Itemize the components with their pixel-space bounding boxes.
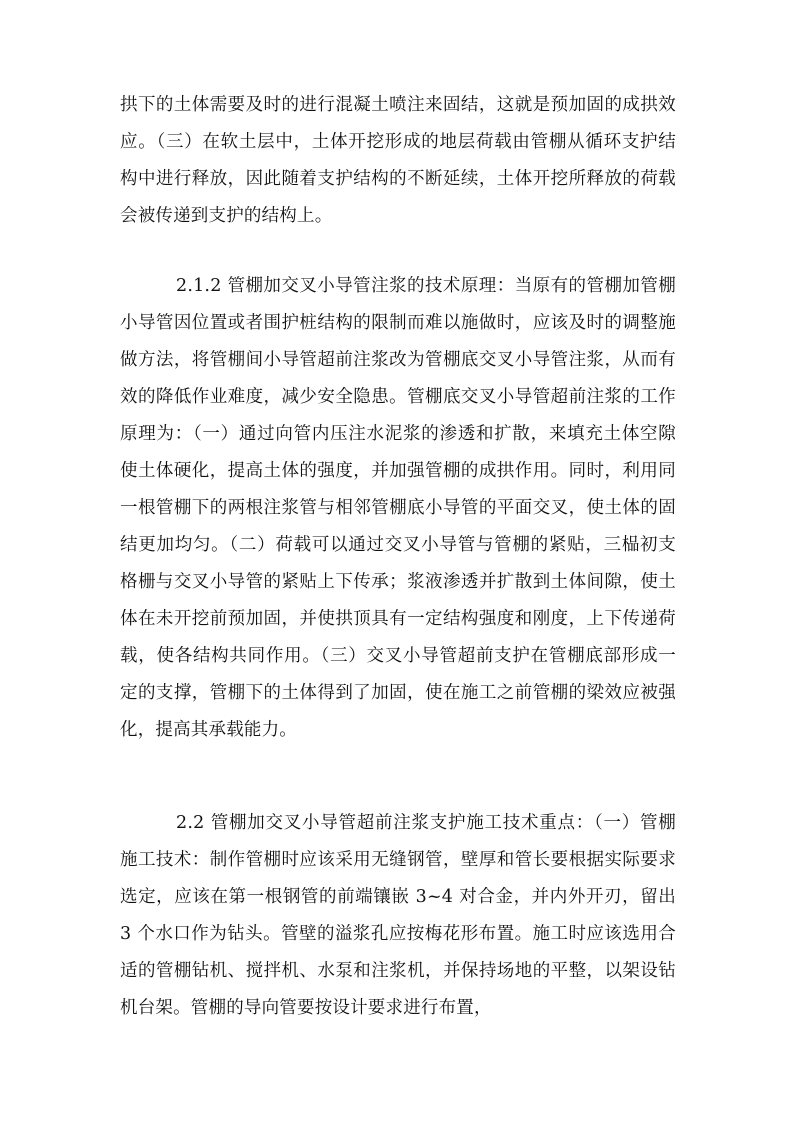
paragraph-section-2-1-2: 2.1.2 管棚加交叉小导管注浆的技术原理：当原有的管棚加管棚小导管因位置或者围护桩结构的限制而难以施做时，应该及时的调整施做方法，将管棚间小导管超前注浆改为管棚底交叉小导管注浆，从而有效的降低作业难度，减少安全隐患。管棚底交叉小导管超前注浆的工作原理为：（一）通过向管内压注水泥浆的渗透和扩散，来填充土体空隙使土体硬化，提高土体的强度，并加强管棚的成拱作用。同时，利用同一根管棚下的两根注浆管与相邻管棚底小导管的平面交叉，使土体的固结更加均匀。（二）荷载可以通过交叉小导管与管棚的紧贴，三榀初支格栅与交叉小导管的紧贴上下传承；浆液渗透并扩散到土体间隙，使土体在未开挖前预加固，并使拱顶具有一定结构强度和刚度，上下传递荷载，使各结构共同作用。（三）交叉小导管超前支护在管棚底部形成一定的支撑，管棚下的土体得到了加固，使在施工之前管棚的梁效应被强化，提高其承载能力。 <box>120 276 676 740</box>
paragraph-section-2-2: 2.2 管棚加交叉小导管超前注浆支护施工技术重点：（一）管棚施工技术：制作管棚时应该采用无缝钢管，壁厚和管长要根据实际要求选定，应该在第一根钢管的前端镶嵌 3~4 对合金，并内外开刃，留出 3 个水口作为钻头。管壁的溢浆孔应按梅花形布置。施工时应该选用合适的管棚钻机、搅拌机、水泵和注浆机，并保持场地的平整，以架设钻机台架。管棚的导向管要按设计要求进行布置， <box>120 813 676 1018</box>
paragraph-arching-effect: 拱下的土体需要及时的进行混凝土喷注来固结，这就是预加固的成拱效应。（三）在软土层中，土体开挖形成的地层荷载由管棚从循环支护结构中进行释放，因此随着支护结构的不断延续，土体开挖所释放的荷载会被传递到支护的结构上。 <box>120 95 676 226</box>
